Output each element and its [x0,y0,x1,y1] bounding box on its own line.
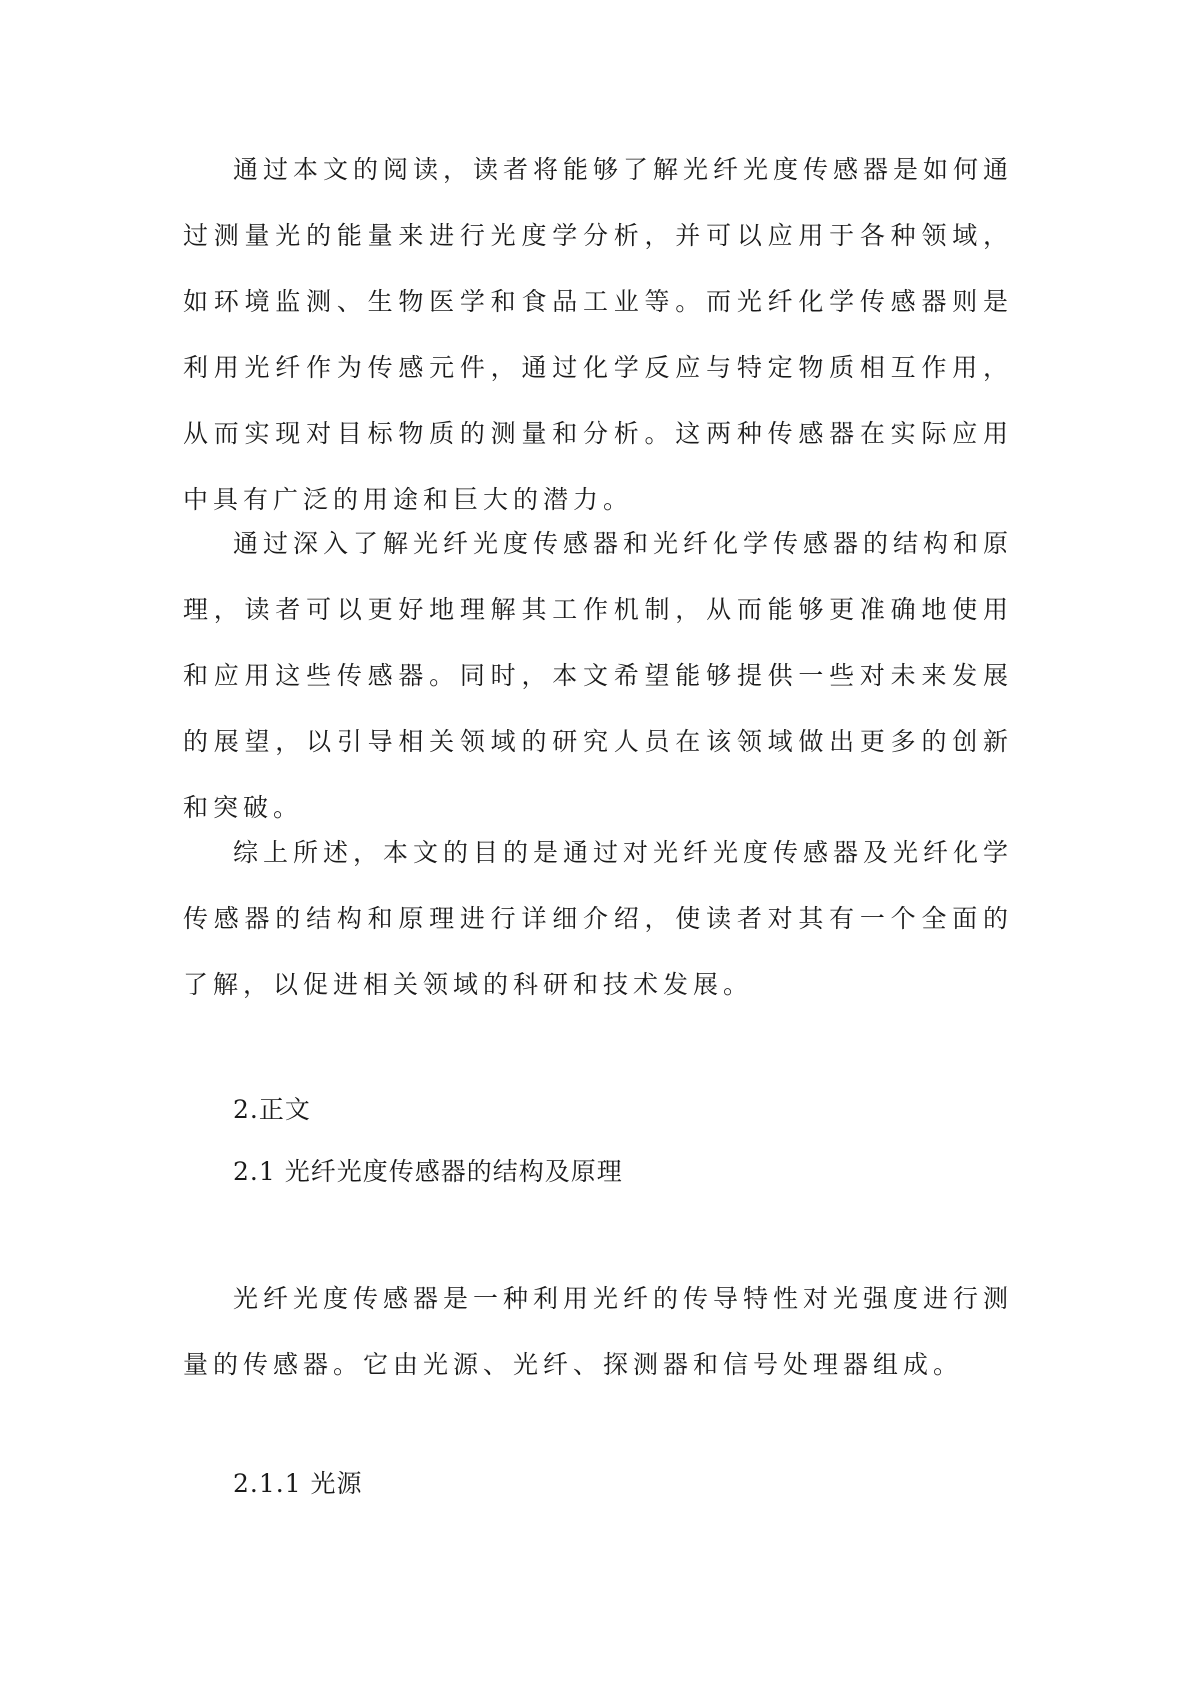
intro-paragraph-understanding: 通过深入了解光纤光度传感器和光纤化学传感器的结构和原理，读者可以更好地理解其工作机制，从而能够更准确地使用和应用这些传感器。同时，本文希望能够提供一些对未来发展的展望，以引导相关领域的研究人员在该领域做出更多的创新和突破。 [183,529,1014,822]
subsubsection-heading-light-source: 2.1.1 光源 [233,1469,363,1498]
section-heading-main-body: 2.正文 [233,1095,311,1124]
intro-paragraph-summary: 综上所述，本文的目的是通过对光纤光度传感器及光纤化学传感器的结构和原理进行详细介绍，使读者对其有一个全面的了解，以促进相关领域的科研和技术发展。 [183,838,1014,999]
subsection-heading-photometric-sensor: 2.1 光纤光度传感器的结构及原理 [233,1157,623,1186]
subsection-paragraph-photometric-sensor: 光纤光度传感器是一种利用光纤的传导特性对光强度进行测量的传感器。它由光源、光纤、探测器和信号处理器组成。 [183,1284,1014,1379]
intro-paragraph-reading: 通过本文的阅读，读者将能够了解光纤光度传感器是如何通过测量光的能量来进行光度学分析，并可以应用于各种领域，如环境监测、生物医学和食品工业等。而光纤化学传感器则是利用光纤作为传感元件，通过化学反应与特定物质相互作用，从而实现对目标物质的测量和分析。这两种传感器在实际应用中具有广泛的用途和巨大的潜力。 [183,155,1014,514]
